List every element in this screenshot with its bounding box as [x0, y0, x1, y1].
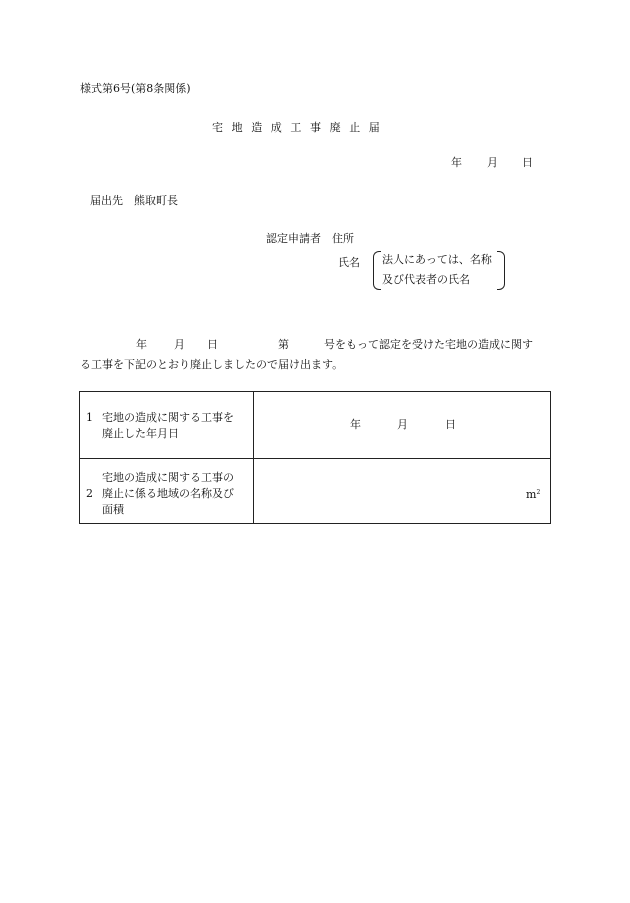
- certification-day: 日: [207, 338, 218, 351]
- submission-date-year: 年: [451, 156, 462, 169]
- row1-label-line2: 廃止した年月日: [102, 427, 179, 440]
- form-number: 様式第6号(第8条関係): [80, 82, 191, 95]
- column-divider: [253, 392, 254, 523]
- addressee: 届出先 熊取町長: [90, 194, 178, 207]
- row2-label-line2: 廃止に係る地域の名称及び: [102, 487, 234, 500]
- right-bracket: [497, 251, 505, 290]
- applicant-address-label: 認定申請者 住所: [266, 232, 354, 245]
- row2-number: 2: [86, 487, 93, 500]
- row1-label-line1: 宅地の造成に関する工事を: [102, 411, 234, 424]
- document-title: 宅地造成工事廃止届: [212, 121, 389, 134]
- certification-number-prefix: 第: [278, 338, 289, 351]
- submission-date-day: 日: [522, 156, 533, 169]
- row-divider: [80, 458, 550, 459]
- row1-number: 1: [86, 411, 93, 424]
- row1-label: [102, 410, 234, 442]
- row1-month: 月: [397, 418, 408, 431]
- certification-year: 年: [136, 338, 147, 351]
- body-line2-text: る工事を下記のとおり廃止しましたので届け出ます。: [80, 358, 344, 371]
- left-bracket: [373, 251, 381, 290]
- row2-label-line3: 面積: [102, 503, 124, 516]
- applicant-name-label: 氏名: [338, 256, 360, 269]
- body-line1-text: 号をもって認定を受けた宅地の造成に関す: [324, 338, 533, 351]
- row2-label: [102, 470, 234, 518]
- row1-year: 年: [350, 418, 361, 431]
- certification-month: 月: [174, 338, 185, 351]
- corporate-note-line1: 法人にあっては、名称: [382, 253, 492, 266]
- submission-date-month: 月: [487, 156, 498, 169]
- area-unit: $m^2$: [526, 488, 541, 501]
- corporate-name-note: [373, 251, 505, 290]
- row2-label-line1: 宅地の造成に関する工事の: [102, 471, 234, 484]
- form-table: [79, 391, 551, 524]
- row1-day: 日: [445, 418, 456, 431]
- corporate-note-line2: 及び代表者の氏名: [382, 273, 470, 286]
